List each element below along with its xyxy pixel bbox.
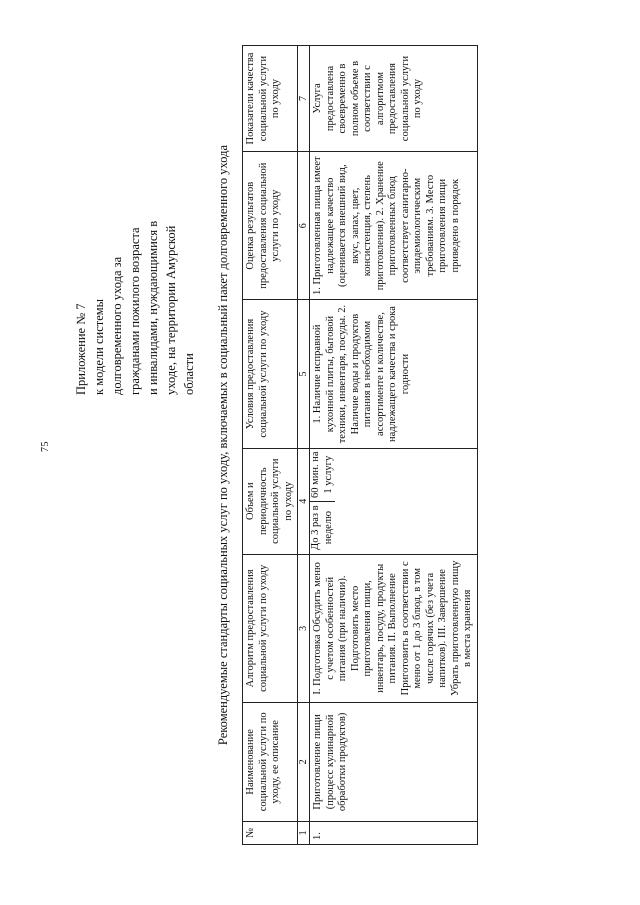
column-number: 7 <box>298 46 310 152</box>
header-evaluation: Оценка результатов предоставления социальной услуги по уходу <box>243 152 298 300</box>
appendix-line: гражданами пожилого возраста <box>128 227 142 395</box>
row-number: 1. <box>310 821 478 844</box>
table-header-row <box>243 46 298 845</box>
service-algorithm: I. Подготовка Обсудить меню с учетом особенностей питания (при наличии). Подготовить место приготовления пищи, инвентарь, посуду, продукты питания. II. Выполнение Приготовить в соответствии с меню от 1 до 3 блюд, в том числе горячих (без учета напитков). III. Завершение Убрать приготовленную пищу в места хранения <box>310 554 478 702</box>
service-quality: Услуга предоставлена своевременно в полном объеме в соответствии с алгоритмом предоставления социальной услуги по уходу <box>310 46 478 152</box>
volume-duration: 60 мин. на 1 услугу <box>310 449 335 502</box>
header-quality: Показатели качества социальной услуги по уходу <box>243 46 298 152</box>
service-conditions: 1. Наличие исправной кухонной плиты, бытовой техники, инвентаря, посуды. 2. Наличие воды и продуктов питания в необходимом ассортименте и количестве, надлежащего качества и срока годности <box>310 300 478 448</box>
appendix-line: к модели системы <box>92 298 106 395</box>
column-number: 1 <box>298 821 310 844</box>
appendix-line: Приложение № 7 <box>74 303 88 395</box>
appendix-line: уходе, на территории Амурской <box>164 225 178 395</box>
column-number: 2 <box>298 703 310 822</box>
standards-table <box>242 45 478 845</box>
service-evaluation: 1. Приготовленная пища имеет надлежащее качество (оценивается внешний вид, вкус, запах, цвет, консистенция, степень приготовления). 2. Хранение приготовленных блюд соответствует санитарно-эпидемиологическим требованиям. 3. Место приготовления пищи приведено в порядок <box>310 152 478 300</box>
appendix-header <box>72 55 198 395</box>
service-volume <box>310 448 478 554</box>
page-number: 75 <box>40 441 51 452</box>
column-number-row <box>298 46 310 845</box>
column-number: 3 <box>298 554 310 702</box>
column-number: 4 <box>298 448 310 554</box>
appendix-line: и инвалидами, нуждающимися в <box>146 220 160 395</box>
appendix-line: области <box>182 353 196 395</box>
appendix-line: долговременного ухода за <box>110 256 124 395</box>
service-name: Приготовление пищи (процесс кулинарной обработки продуктов) <box>310 703 478 822</box>
document-title: Рекомендуемые стандарты социальных услуг по уходу, включаемых в социальный пакет долговременного ухода <box>216 144 230 746</box>
header-number: № <box>243 821 298 844</box>
column-number: 5 <box>298 300 310 448</box>
column-number: 6 <box>298 152 310 300</box>
header-volume: Объем и периодичность социальной услуги по уходу <box>243 448 298 554</box>
table-row <box>310 46 478 845</box>
header-name: Наименование социальной услуги по уходу, ее описание <box>243 703 298 822</box>
header-algorithm: Алгоритм предоставления социальной услуги по уходу <box>243 554 298 702</box>
volume-frequency: До 3 раз в неделю <box>310 505 334 550</box>
rotated-document-sheet <box>20 25 620 885</box>
header-conditions: Условия предоставления социальной услуги по уходу <box>243 300 298 448</box>
